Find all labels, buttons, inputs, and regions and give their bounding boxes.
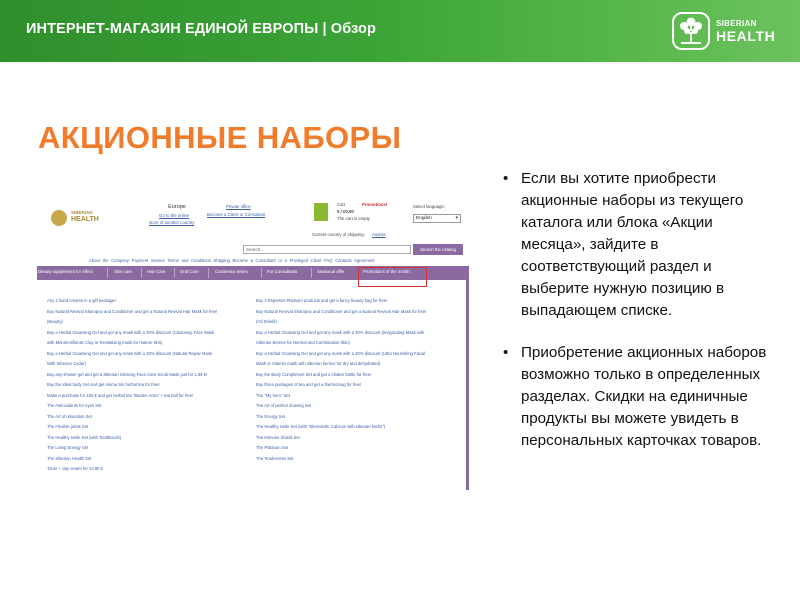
- list-item[interactable]: Buy any shower gel and get a Siberian Ginseng Face Care Scrub Mask just for 1,99 €!: [47, 371, 208, 377]
- list-item[interactable]: Buy a Herbal Cleansing Gel and get any mask with a 30% discount (Ultra Nourishing Facial: [256, 350, 426, 356]
- list-item[interactable]: The Healthy smile Set (with Toothbrush): [47, 434, 122, 440]
- shop-screenshot: [37, 188, 469, 490]
- list-item[interactable]: Buy the Ideal body Set and get Anima Sin herbal tea for free!: [47, 382, 160, 387]
- promo-list-left: [47, 296, 217, 475]
- promotions-badge[interactable]: Promotions!: [362, 202, 388, 207]
- list-item[interactable]: Buy a Herbal Cleansing Gel and get any mask with a 30% discount (Invigorating Mask with: [256, 329, 425, 335]
- list-item[interactable]: The Energy Set: [256, 413, 286, 419]
- shipping-country-link[interactable]: Austria: [372, 232, 386, 237]
- bullet-list: [503, 168, 773, 452]
- list-item[interactable]: The "My hero" Set: [256, 392, 290, 398]
- list-item[interactable]: The Tenderness Set: [256, 455, 294, 461]
- catalog-search-input[interactable]: Search...: [243, 245, 411, 254]
- region-label: Europe: [168, 204, 186, 210]
- language-select[interactable]: English ▾: [413, 214, 461, 223]
- list-item[interactable]: Toner + day cream for 14,80 €: [47, 466, 103, 471]
- cart-label: Cart: [337, 202, 346, 207]
- list-item[interactable]: Buy three packages of tea and get a thermomug for free!: [256, 382, 362, 387]
- list-item[interactable]: The Art of perfect shaving Set: [256, 403, 312, 408]
- nav-item-cosmetics[interactable]: Cosmetics series: [215, 269, 248, 274]
- promotions-highlight-box: [358, 267, 427, 287]
- shop-logo-icon: [51, 210, 67, 226]
- list-item[interactable]: Mask or Vitamin mask with siberian berries for dry and dehydrated): [256, 361, 381, 366]
- tree-logo-icon: [672, 12, 710, 50]
- nav-item-seasonal[interactable]: Seasonal offer: [317, 269, 345, 274]
- shop-logo-top: SIBERIAN: [71, 210, 93, 215]
- list-item[interactable]: The Healthy smile Set (with "Elemvitals. Calcium with siberian herbs"): [256, 424, 386, 429]
- bullet-item: [503, 342, 773, 452]
- promo-list-right: [256, 296, 426, 464]
- screenshot-edge: [466, 266, 469, 490]
- list-item[interactable]: The Living Energy Set: [47, 445, 89, 450]
- nav-item-oral-care[interactable]: Oral Care: [180, 269, 199, 274]
- list-item[interactable]: Buy a Herbal Cleansing Gel and get any mask with a 30% discount (Cleansing Face Mask: [47, 329, 215, 335]
- list-item[interactable]: Buy 2 Espresso Platinum products and get a fancy beauty bag for free!: [256, 298, 388, 303]
- shipping-label: Current country of shipping:: [312, 232, 365, 237]
- list-item[interactable]: with Montmorillonite Clay or Revitalizing mask for mature skin): [47, 340, 163, 345]
- list-item[interactable]: Buy Natural Revival Shampoo and Conditioner and get a Natural Revival Hair Mask for free!: [256, 308, 427, 314]
- siberian-health-logo: [672, 12, 782, 52]
- bullet-text: Приобретение акционных наборов возможно только в определенных разделах. Скидки на единичные продукты вы можете увидеть в персональных карточках товаров.: [521, 344, 767, 449]
- list-item[interactable]: The Flexible joints Set: [47, 424, 89, 429]
- list-item[interactable]: The Siberian Health Set: [47, 455, 92, 461]
- catalog-search-button[interactable]: Search the catalog: [413, 244, 463, 255]
- nav-item-hair-care[interactable]: Hair Care: [147, 269, 166, 274]
- cart-icon[interactable]: [314, 203, 328, 221]
- list-item[interactable]: The Platinum Set: [256, 445, 289, 450]
- logo-text-top: SIBERIAN: [716, 19, 757, 28]
- cart-amount: 0 / €0,00: [337, 209, 354, 214]
- presentation-title: ИНТЕРНЕТ-МАГАЗИН ЕДИНОЙ ЕВРОПЫ | Обзор: [26, 21, 376, 37]
- header-banner: [0, 0, 800, 62]
- nav-item-dietary[interactable]: Dietary supplement for effect: [38, 269, 93, 274]
- nav-item-promotions[interactable]: Promotions of the month: [363, 269, 410, 274]
- bullet-text: Если вы хотите приобрести акционные наборы из текущего каталога или блока «Акции месяца», зайдите в соответствующий раздел и выберите нужную позицию в выпадающем списке.: [521, 170, 744, 319]
- nav-item-consultants[interactable]: For Consultants: [267, 269, 298, 274]
- list-item[interactable]: Any 2 hand creams in a gift package!: [47, 298, 116, 303]
- top-menu[interactable]: About the Company Payment Service Terms and Conditions Shipping Become a Consultant or a Privileged Client FAQ Contacts Agreement: [89, 258, 375, 263]
- list-item[interactable]: Buy the Body Compliment Set and get a shaker bottle for free!: [256, 371, 372, 377]
- list-item[interactable]: (Beauty): [47, 319, 63, 324]
- shop-logo-bottom: HEALTH: [71, 216, 99, 223]
- language-label: Select language:: [413, 204, 446, 209]
- list-item[interactable]: The Immune Shield Set: [256, 434, 300, 440]
- private-office-link[interactable]: Private office: [226, 204, 251, 209]
- list-item[interactable]: Buy Natural Revival Shampoo and Conditioner and get a Natural Revival Hair Mask for free!: [47, 308, 218, 314]
- list-item[interactable]: (Oil Shield): [256, 319, 277, 324]
- bullet-dot-icon: •: [503, 344, 509, 361]
- list-item[interactable]: Siberian Berries for Normal and Combination Skin): [256, 340, 351, 345]
- cart-empty: The cart is empty: [337, 216, 370, 221]
- become-client-link[interactable]: Become a Client or Consultant: [207, 212, 266, 217]
- slide-heading: АКЦИОННЫЕ НАБОРЫ: [38, 120, 402, 155]
- list-item[interactable]: Buy a Herbal Cleansing Gel and get any mask with a 30% discount (Natural Repair Mask: [47, 350, 213, 356]
- list-item[interactable]: The Antioxidants for eyes Set: [47, 403, 102, 408]
- other-store-link[interactable]: store of another country: [149, 220, 195, 225]
- go-online-link[interactable]: Go to the online: [159, 213, 190, 218]
- nav-item-skin-care[interactable]: Skin care: [114, 269, 132, 274]
- bullet-dot-icon: •: [503, 170, 509, 187]
- list-item[interactable]: With Siberian Cedar): [47, 361, 86, 366]
- list-item[interactable]: Make a purchase for 150 € and get herbal tea "Baelen Anim" + tea ball for free!: [47, 392, 194, 398]
- bullet-item: [503, 168, 773, 322]
- list-item[interactable]: The Art of relaxation Set: [47, 413, 92, 419]
- logo-text-bottom: HEALTH: [716, 28, 776, 44]
